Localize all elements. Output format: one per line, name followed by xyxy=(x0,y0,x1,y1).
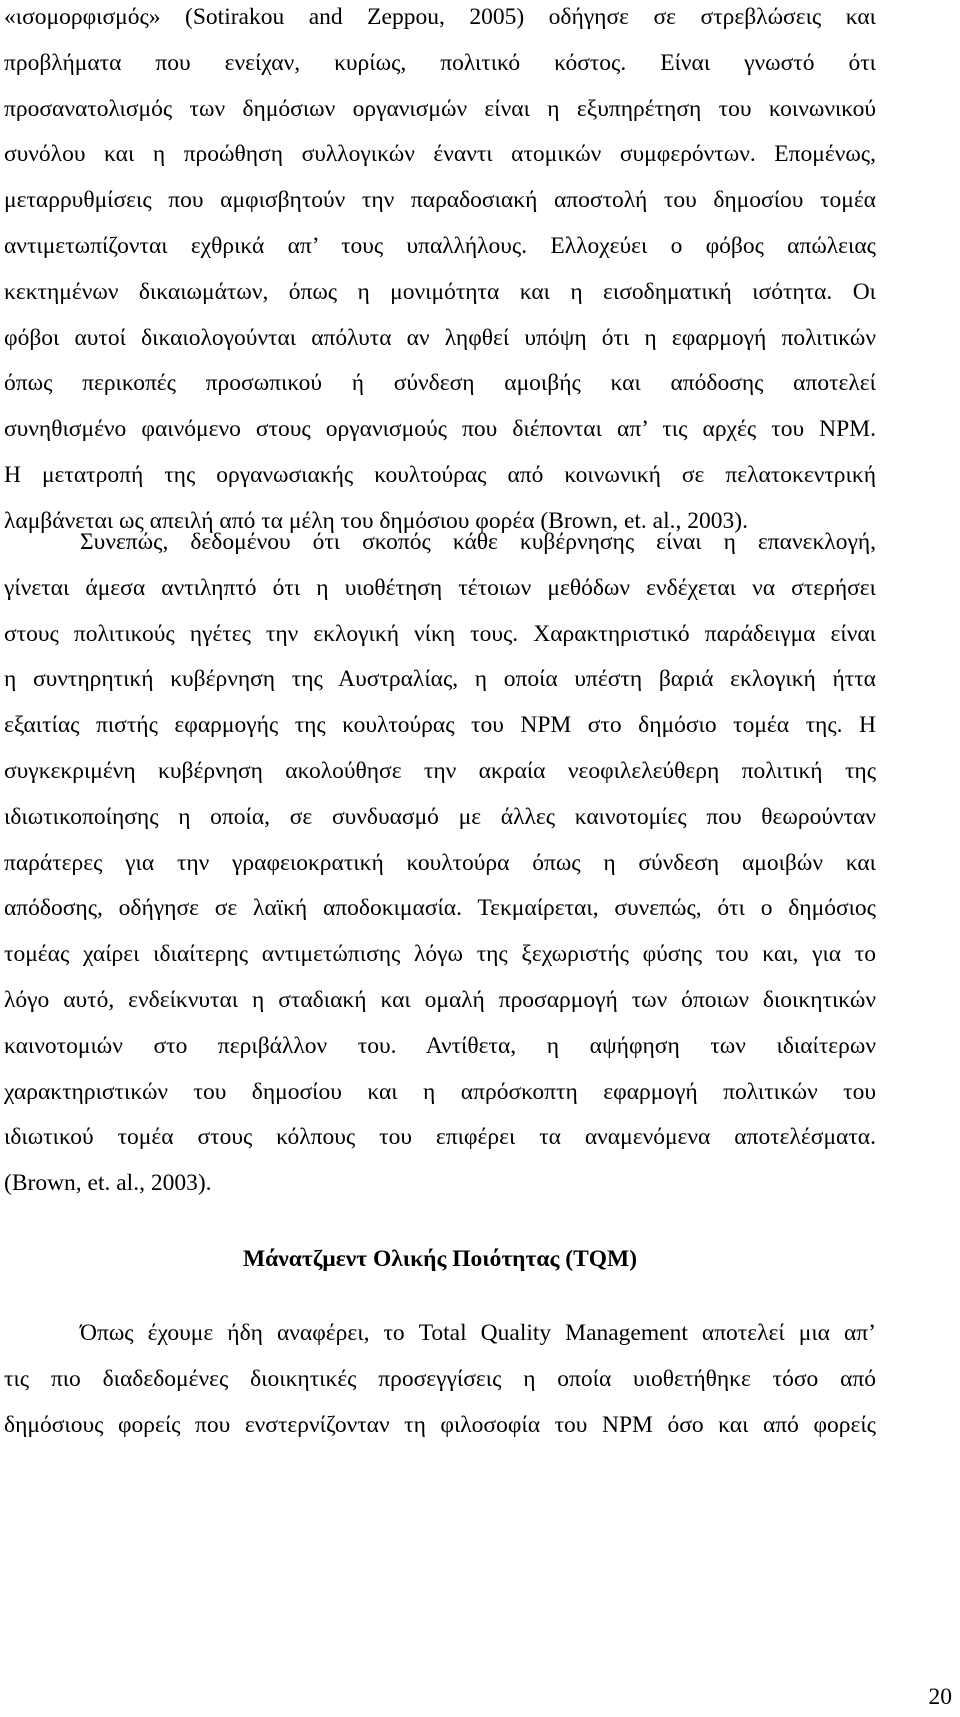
page-number: 20 xyxy=(928,1684,952,1710)
paragraph-line: ιδιωτικού τομέα στους κόλπους του επιφέρει τα αναμενόμενα αποτελέσματα. xyxy=(4,1124,876,1151)
paragraph-line: κεκτημένων δικαιωμάτων, όπως η μονιμότητα και η εισοδηματική ισότητα. Οι xyxy=(4,278,876,305)
paragraph-line: συγκεκριμένη κυβέρνηση ακολούθησε την ακραία νεοφιλελεύθερη πολιτική της xyxy=(4,757,876,784)
paragraph-line: παράτερες για την γραφειοκρατική κουλτούρα όπως η σύνδεση αμοιβών και xyxy=(4,849,876,876)
paragraph-line: (Brown, et. al., 2003). xyxy=(4,1170,212,1197)
paragraph-line: η συντηρητική κυβέρνηση της Αυστραλίας, η οποία υπέστη βαριά εκλογική ήττα xyxy=(4,666,876,693)
paragraph-line: συνηθισμένο φαινόμενο στους οργανισμούς που διέπονται απ’ τις αρχές του NPM. xyxy=(4,416,876,443)
paragraph-line: συνόλου και η προώθηση συλλογικών έναντι ατομικών συμφερόντων. Επομένως, xyxy=(4,141,876,168)
paragraph-line: προσανατολισμός των δημόσιων οργανισμών είναι η εξυπηρέτηση του κοινωνικού xyxy=(4,95,876,122)
paragraph-line: τομέας χαίρει ιδιαίτερης αντιμετώπισης λόγω της ξεχωριστής φύσης του και, για το xyxy=(4,941,876,968)
paragraph-line: γίνεται άμεσα αντιληπτό ότι η υιοθέτηση τέτοιων μεθόδων ενδέχεται να στερήσει xyxy=(4,574,876,601)
paragraph-line: Συνεπώς, δεδομένου ότι σκοπός κάθε κυβέρνησης είναι η επανεκλογή, xyxy=(80,529,876,555)
paragraph-line: όπως περικοπές προσωπικού ή σύνδεση αμοιβής και απόδοσης αποτελεί xyxy=(4,370,876,397)
paragraph-line: ιδιωτικοποίησης η οποία, σε συνδυασμό με άλλες καινοτομίες που θεωρούνταν xyxy=(4,803,876,830)
paragraph-3 xyxy=(4,1311,876,1448)
paragraph-line: «ισομορφισμός» (Sotirakou and Zeppou, 2005) οδήγησε σε στρεβλώσεις και xyxy=(4,4,876,30)
paragraph-line: αντιμετωπίζονται εχθρικά απ’ τους υπαλλήλους. Ελλοχεύει ο φόβος απώλειας xyxy=(4,232,876,259)
paragraph-2 xyxy=(4,520,876,1207)
paragraph-line: λόγο αυτό, ενδείκνυται η σταδιακή και ομαλή προσαρμογή των όποιων διοικητικών xyxy=(4,986,876,1013)
paragraph-line: απόδοσης, οδήγησε σε λαϊκή αποδοκιμασία. Τεκμαίρεται, συνεπώς, ότι ο δημόσιος xyxy=(4,895,876,922)
paragraph-line: χαρακτηριστικών του δημοσίου και η απρόσκοπτη εφαρμογή πολιτικών του xyxy=(4,1078,876,1105)
paragraph-line: Όπως έχουμε ήδη αναφέρει, το Total Quality Management αποτελεί μια απ’ xyxy=(80,1320,876,1346)
paragraph-line: εξαιτίας πιστής εφαρμογής της κουλτούρας του NPM στο δημόσιο τομέα της. Η xyxy=(4,712,876,739)
paragraph-line: προβλήματα που ενείχαν, κυρίως, πολιτικό κόστος. Είναι γνωστό ότι xyxy=(4,49,876,76)
paragraph-line: μεταρρυθμίσεις που αμφισβητούν την παραδοσιακή αποστολή του δημοσίου τομέα xyxy=(4,187,876,214)
paragraph-line: Η μετατροπή της οργανωσιακής κουλτούρας από κοινωνική σε πελατοκεντρική xyxy=(4,461,876,488)
section-heading: Μάνατζμεντ Ολικής Ποιότητας (TQM) xyxy=(242,1246,638,1272)
paragraph-line: λαμβάνεται ως απειλή από τα μέλη του δημόσιου φορέα (Brown, et. al., 2003). xyxy=(4,507,748,534)
paragraph-line: καινοτομιών στο περιβάλλον του. Αντίθετα, η αψήφηση των ιδιαίτερων xyxy=(4,1032,876,1059)
paragraph-line: στους πολιτικούς ηγέτες την εκλογική νίκη τους. Χαρακτηριστικό παράδειγμα είναι xyxy=(4,620,876,647)
paragraph-1 xyxy=(4,0,876,545)
paragraph-line: φόβοι αυτοί δικαιολογούνται απόλυτα αν ληφθεί υπόψη ότι η εφαρμογή πολιτικών xyxy=(4,324,876,351)
paragraph-line: τις πιο διαδεδομένες διοικητικές προσεγγίσεις η οποία υιοθετήθηκε τόσο από xyxy=(4,1365,876,1392)
paragraph-line: δημόσιους φορείς που ενστερνίζονταν τη φιλοσοφία του NPM όσο και από φορείς xyxy=(4,1411,876,1438)
